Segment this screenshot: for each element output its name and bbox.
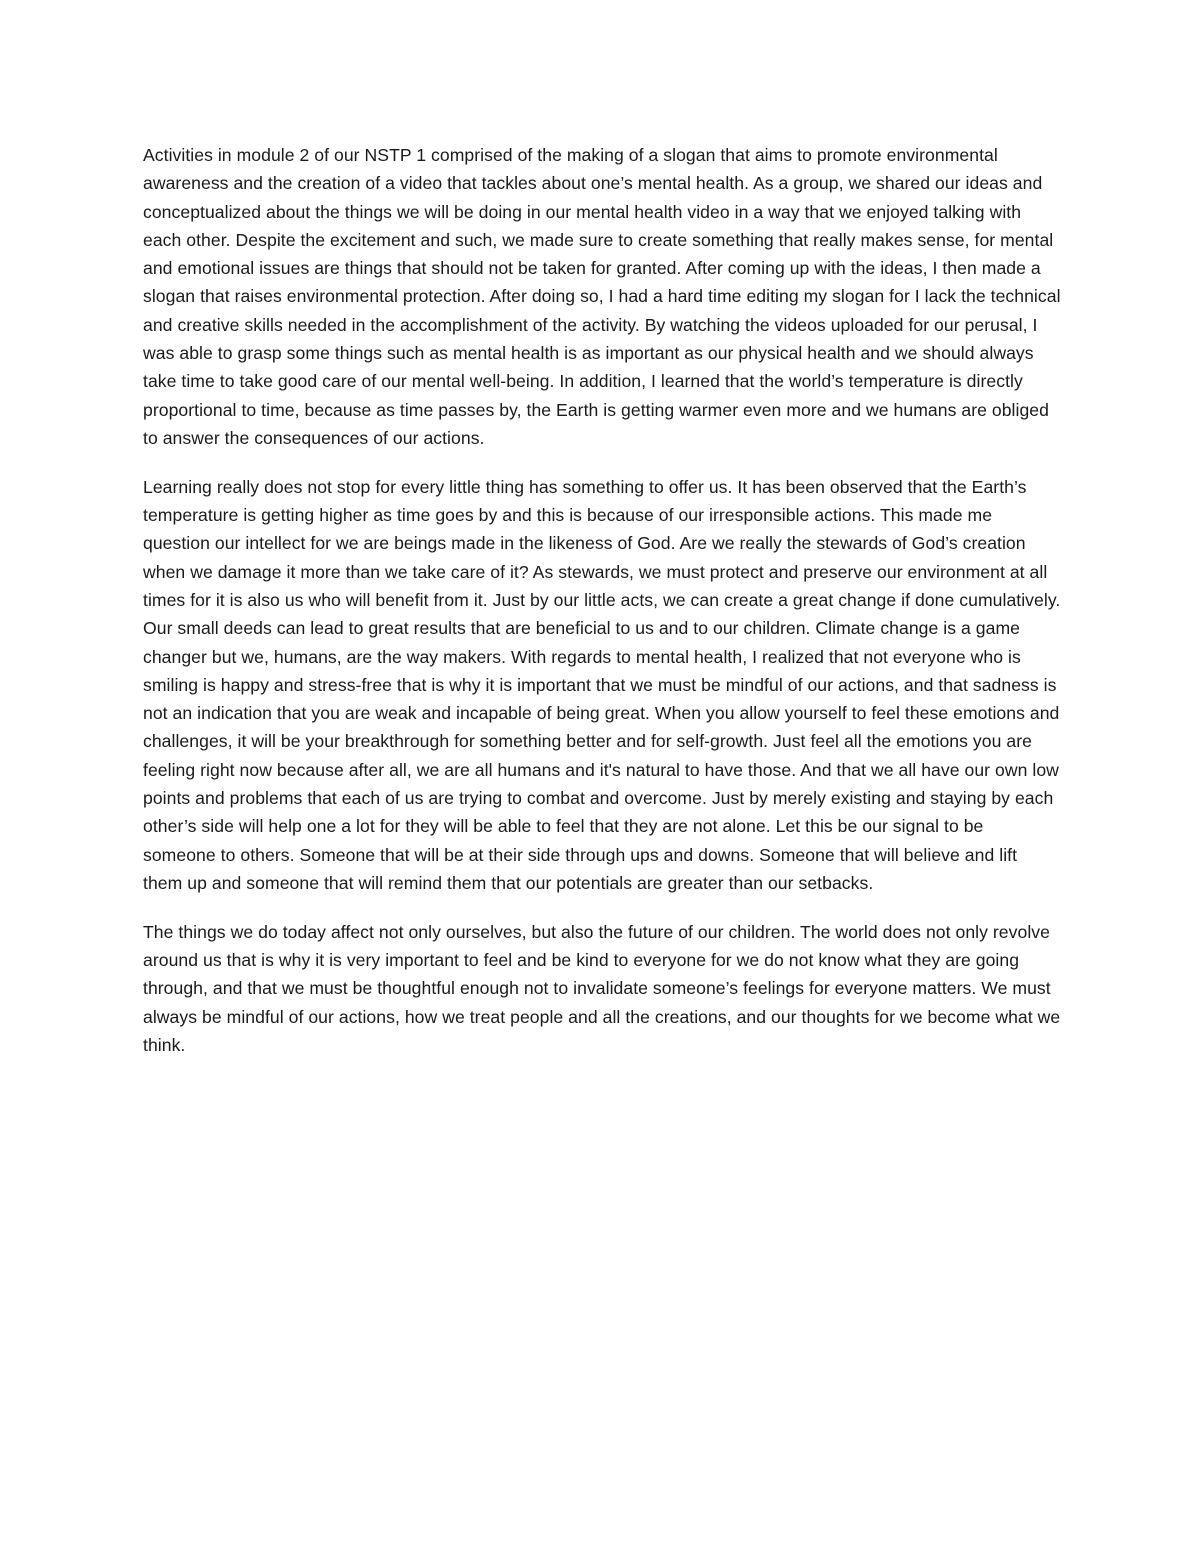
paragraph-3: The things we do today affect not only ourselves, but also the future of our children. The world does not only revolve around us that is why it is very important to feel and be kind to everyone for we do not know what they are going through, and that we must be thoughtful enough not to invalidate someone’s feelings for everyone matters. We must always be mindful of our actions, how we treat people and all the creations, and our thoughts for we become what we think. xyxy=(143,921,1061,1055)
paragraph-2: Learning really does not stop for every little thing has something to offer us. It has been observed that the Earth’s temperature is getting higher as time goes by and this is because of our irresponsible actions. This made me question our intellect for we are beings made in the likeness of God. Are we really the stewards of God’s creation when we damage it more than we take care of it? As stewards, we must protect and preserve our environment at all times for it is also us who will benefit from it. Just by our little acts, we can create a great change if done cumulatively. Our small deeds can lead to great results that are beneficial to us and to our children. Climate change is a game changer but we, humans, are the way makers. With regards to mental health, I realized that not everyone who is smiling is happy and stress-free that is why it is important that we must be mindful of our actions, and that sadness is not an indication that you are weak and incapable of being great. When you allow yourself to feel these emotions and challenges, it will be your breakthrough for something better and for self-growth. Just feel all the emotions you are feeling right now because after all, we are all humans and it's natural to have those. And that we all have our own low points and problems that each of us are trying to combat and overcome. Just by merely existing and staying by each other’s side will help one a lot for they will be able to feel that they are not alone. Let this be our signal to be someone to others. Someone that will be at their side through ups and downs. Someone that will believe and lift them up and someone that will remind them that our potentials are greater than our setbacks. xyxy=(143,476,1061,893)
document-body xyxy=(143,141,1061,1059)
paragraph-1: Activities in module 2 of our NSTP 1 comprised of the making of a slogan that aims to promote environmental awareness and the creation of a video that tackles about one’s mental health. As a group, we shared our ideas and conceptualized about the things we will be doing in our mental health video in a way that we enjoyed talking with each other. Despite the excitement and such, we made sure to create something that really makes sense, for mental and emotional issues are things that should not be taken for granted. After coming up with the ideas, I then made a slogan that raises environmental protection. After doing so, I had a hard time editing my slogan for I lack the technical and creative skills needed in the accomplishment of the activity. By watching the videos uploaded for our perusal, I was able to grasp some things such as mental health is as important as our physical health and we should always take time to take good care of our mental well-being. In addition, I learned that the world’s temperature is directly proportional to time, because as time passes by, the Earth is getting warmer even more and we humans are obliged to answer the consequences of our actions. xyxy=(143,145,1061,448)
